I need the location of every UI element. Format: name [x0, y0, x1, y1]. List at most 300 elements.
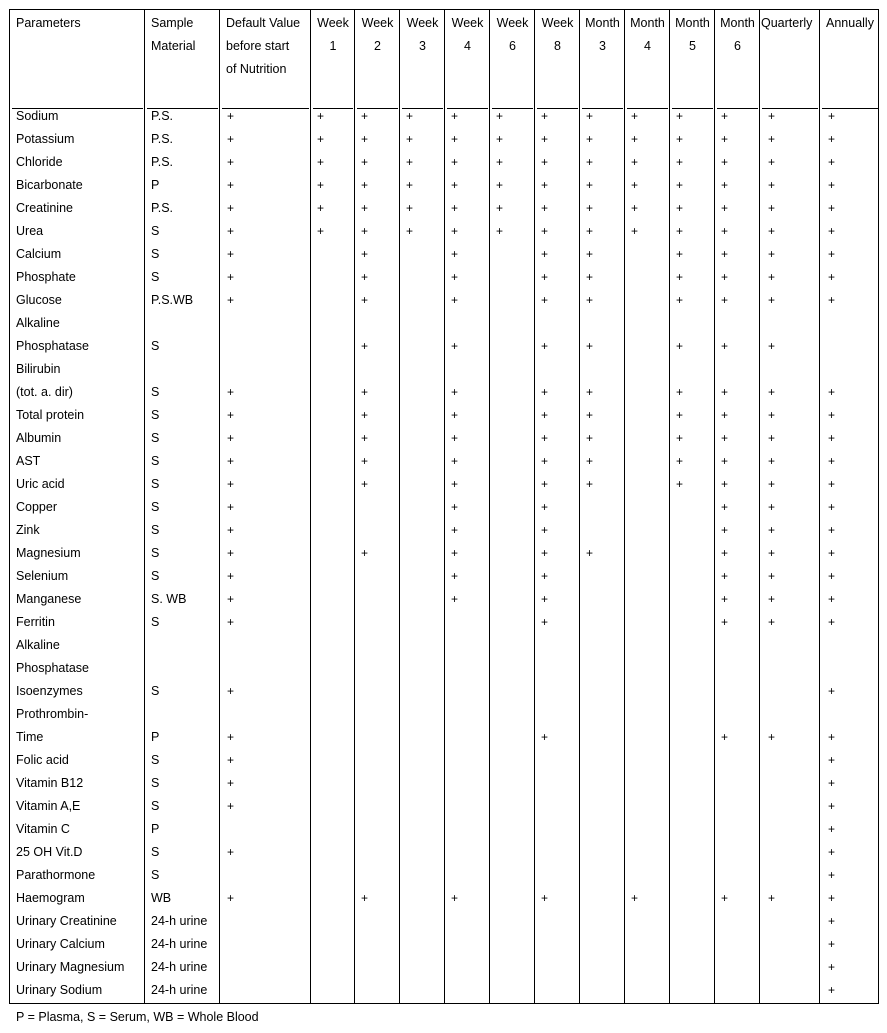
mark-plus: + [227, 546, 235, 560]
column-header-line: Week [406, 16, 439, 30]
parameter-cell: Urinary Magnesium [16, 960, 125, 974]
column-header [220, 12, 311, 81]
sample-material-cell: S [151, 684, 160, 698]
footnote: P = Plasma, S = Serum, WB = Whole Blood [16, 1010, 259, 1024]
parameter-cell: Glucose [16, 293, 62, 307]
column-header-line: 8 [554, 39, 561, 53]
mark-plus: + [586, 178, 594, 192]
mark-plus: + [227, 569, 235, 583]
mark-plus: + [317, 178, 325, 192]
sample-material-cell: P [151, 822, 160, 836]
mark-plus: + [676, 224, 684, 238]
mark-plus: + [541, 546, 549, 560]
mark-plus: + [541, 132, 549, 146]
column-divider [444, 10, 445, 1003]
mark-plus: + [828, 247, 836, 261]
mark-plus: + [227, 293, 235, 307]
sample-material-cell: S [151, 247, 160, 261]
mark-plus: + [721, 293, 729, 307]
column-divider [819, 10, 820, 1003]
mark-plus: + [406, 155, 414, 169]
mark-plus: + [828, 822, 836, 836]
mark-plus: + [496, 178, 504, 192]
mark-plus: + [676, 477, 684, 491]
mark-plus: + [227, 477, 235, 491]
mark-plus: + [451, 477, 459, 491]
column-divider [489, 10, 490, 1003]
parameter-cell: Urinary Creatinine [16, 914, 117, 928]
mark-plus: + [586, 339, 594, 353]
parameter-cell: Selenium [16, 569, 69, 583]
mark-plus: + [676, 109, 684, 123]
mark-plus: + [768, 431, 776, 445]
column-header-line: Week [496, 16, 529, 30]
parameter-cell: Calcium [16, 247, 62, 261]
mark-plus: + [768, 224, 776, 238]
mark-plus: + [768, 178, 776, 192]
mark-plus: + [721, 155, 729, 169]
mark-plus: + [496, 201, 504, 215]
sample-material-cell: S [151, 546, 160, 560]
mark-plus: + [227, 730, 235, 744]
column-header-line: Sample [151, 16, 194, 30]
parameter-cell: Ferritin [16, 615, 55, 629]
sample-material-cell: S [151, 385, 160, 399]
mark-plus: + [541, 385, 549, 399]
mark-plus: + [828, 477, 836, 491]
parameter-cell: Copper [16, 500, 57, 514]
mark-plus: + [451, 592, 459, 606]
mark-plus: + [227, 845, 235, 859]
mark-plus: + [541, 730, 549, 744]
mark-plus: + [227, 132, 235, 146]
mark-plus: + [227, 891, 235, 905]
column-header-line: Default Value [226, 16, 301, 30]
mark-plus: + [451, 224, 459, 238]
mark-plus: + [451, 247, 459, 261]
mark-plus: + [768, 615, 776, 629]
parameter-cell: Time [16, 730, 44, 744]
column-divider [219, 10, 220, 1003]
mark-plus: + [721, 523, 729, 537]
mark-plus: + [721, 891, 729, 905]
mark-plus: + [828, 730, 836, 744]
mark-plus: + [227, 523, 235, 537]
mark-plus: + [317, 109, 325, 123]
mark-plus: + [227, 684, 235, 698]
parameter-cell: AST [16, 454, 41, 468]
mark-plus: + [227, 385, 235, 399]
mark-plus: + [828, 155, 836, 169]
sample-material-cell: S [151, 799, 160, 813]
mark-plus: + [541, 891, 549, 905]
mark-plus: + [676, 339, 684, 353]
column-header-line: Week [541, 16, 574, 30]
column-divider [714, 10, 715, 1003]
column-header-line: Week [361, 16, 394, 30]
parameter-cell: Prothrombin- [16, 707, 89, 721]
column-header-line: 4 [464, 39, 471, 53]
mark-plus: + [227, 247, 235, 261]
mark-plus: + [541, 247, 549, 261]
header-rule [222, 108, 309, 109]
mark-plus: + [768, 569, 776, 583]
column-header [820, 12, 880, 35]
mark-plus: + [721, 730, 729, 744]
mark-plus: + [828, 270, 836, 284]
mark-plus: + [541, 523, 549, 537]
column-header-line: before start [226, 39, 290, 53]
mark-plus: + [586, 109, 594, 123]
mark-plus: + [586, 454, 594, 468]
column-header [760, 12, 820, 35]
mark-plus: + [361, 339, 369, 353]
mark-plus: + [676, 431, 684, 445]
mark-plus: + [631, 891, 639, 905]
mark-plus: + [828, 868, 836, 882]
mark-plus: + [451, 546, 459, 560]
mark-plus: + [721, 500, 729, 514]
sample-material-cell: S [151, 339, 160, 353]
mark-plus: + [768, 500, 776, 514]
parameter-cell: Vitamin C [16, 822, 70, 836]
mark-plus: + [541, 293, 549, 307]
mark-plus: + [828, 937, 836, 951]
mark-plus: + [227, 592, 235, 606]
mark-plus: + [361, 293, 369, 307]
mark-plus: + [721, 109, 729, 123]
mark-plus: + [361, 891, 369, 905]
parameter-cell: Folic acid [16, 753, 69, 767]
mark-plus: + [586, 431, 594, 445]
mark-plus: + [768, 293, 776, 307]
parameter-cell: Uric acid [16, 477, 65, 491]
column-header-line: Week [317, 16, 349, 30]
mark-plus: + [361, 477, 369, 491]
mark-plus: + [451, 454, 459, 468]
sample-material-cell: S [151, 431, 160, 445]
sample-material-cell: P.S. [151, 201, 174, 215]
mark-plus: + [631, 178, 639, 192]
mark-plus: + [828, 914, 836, 928]
column-header-line: Week [451, 16, 484, 30]
parameter-cell: Sodium [16, 109, 59, 123]
mark-plus: + [586, 385, 594, 399]
mark-plus: + [828, 500, 836, 514]
mark-plus: + [227, 753, 235, 767]
mark-plus: + [541, 339, 549, 353]
mark-plus: + [676, 132, 684, 146]
mark-plus: + [828, 293, 836, 307]
mark-plus: + [721, 546, 729, 560]
mark-plus: + [768, 201, 776, 215]
parameter-cell: Phosphate [16, 270, 76, 284]
sample-material-cell: 24-h urine [151, 960, 208, 974]
sample-material-cell: 24-h urine [151, 983, 208, 997]
mark-plus: + [586, 270, 594, 284]
parameter-cell: Bilirubin [16, 362, 61, 376]
column-header-line: 6 [734, 39, 741, 53]
column-header [145, 12, 220, 58]
mark-plus: + [361, 178, 369, 192]
sample-material-cell: S [151, 615, 160, 629]
mark-plus: + [361, 546, 369, 560]
parameter-cell: Urea [16, 224, 44, 238]
mark-plus: + [721, 385, 729, 399]
mark-plus: + [721, 477, 729, 491]
column-header-line: Annually [826, 16, 874, 30]
mark-plus: + [227, 155, 235, 169]
mark-plus: + [631, 109, 639, 123]
mark-plus: + [631, 201, 639, 215]
mark-plus: + [227, 201, 235, 215]
mark-plus: + [721, 615, 729, 629]
mark-plus: + [768, 339, 776, 353]
sample-material-cell: 24-h urine [151, 914, 208, 928]
mark-plus: + [676, 201, 684, 215]
mark-plus: + [406, 132, 414, 146]
mark-plus: + [676, 293, 684, 307]
mark-plus: + [361, 270, 369, 284]
column-header [490, 12, 535, 58]
mark-plus: + [451, 155, 459, 169]
mark-plus: + [828, 109, 836, 123]
mark-plus: + [227, 454, 235, 468]
mark-plus: + [541, 569, 549, 583]
mark-plus: + [828, 201, 836, 215]
mark-plus: + [586, 546, 594, 560]
sample-material-cell: S [151, 454, 160, 468]
mark-plus: + [721, 178, 729, 192]
mark-plus: + [541, 408, 549, 422]
mark-plus: + [828, 431, 836, 445]
mark-plus: + [676, 408, 684, 422]
mark-plus: + [676, 454, 684, 468]
mark-plus: + [496, 132, 504, 146]
column-header [311, 12, 355, 58]
column-header [580, 12, 625, 58]
mark-plus: + [317, 201, 325, 215]
column-divider [399, 10, 400, 1003]
sample-material-cell: S [151, 845, 160, 859]
sample-material-cell: S [151, 477, 160, 491]
column-header [445, 12, 490, 58]
sample-material-cell: S [151, 523, 160, 537]
mark-plus: + [828, 132, 836, 146]
sample-material-cell: P.S. [151, 132, 174, 146]
column-header-line: Parameters [16, 16, 81, 30]
mark-plus: + [227, 109, 235, 123]
mark-plus: + [541, 155, 549, 169]
parameter-cell: Manganese [16, 592, 82, 606]
monitoring-table [9, 9, 879, 1004]
mark-plus: + [541, 201, 549, 215]
mark-plus: + [451, 109, 459, 123]
sample-material-cell: P.S. [151, 155, 174, 169]
mark-plus: + [768, 454, 776, 468]
sample-material-cell: S [151, 868, 160, 882]
column-header-line: of Nutrition [226, 62, 287, 76]
mark-plus: + [768, 109, 776, 123]
mark-plus: + [361, 454, 369, 468]
mark-plus: + [768, 477, 776, 491]
column-header-line: Month [630, 16, 665, 30]
mark-plus: + [828, 385, 836, 399]
column-divider [354, 10, 355, 1003]
sample-material-cell: P [151, 178, 160, 192]
mark-plus: + [406, 109, 414, 123]
mark-plus: + [317, 224, 325, 238]
parameter-cell: Alkaline [16, 316, 60, 330]
mark-plus: + [361, 201, 369, 215]
mark-plus: + [828, 523, 836, 537]
mark-plus: + [406, 224, 414, 238]
mark-plus: + [721, 247, 729, 261]
sample-material-cell: S. WB [151, 592, 187, 606]
mark-plus: + [361, 132, 369, 146]
sample-material-cell: WB [151, 891, 172, 905]
parameter-cell: Vitamin B12 [16, 776, 84, 790]
sample-material-cell: S [151, 753, 160, 767]
mark-plus: + [676, 155, 684, 169]
mark-plus: + [451, 891, 459, 905]
mark-plus: + [768, 270, 776, 284]
mark-plus: + [828, 408, 836, 422]
mark-plus: + [451, 500, 459, 514]
column-header-line: Quarterly [761, 16, 813, 30]
mark-plus: + [828, 592, 836, 606]
parameter-cell: Vitamin A,E [16, 799, 81, 813]
column-header [355, 12, 400, 58]
column-header-line: Material [151, 39, 196, 53]
parameter-cell: Creatinine [16, 201, 73, 215]
mark-plus: + [451, 385, 459, 399]
mark-plus: + [406, 201, 414, 215]
parameter-cell: 25 OH Vit.D [16, 845, 83, 859]
column-header-line: Month [585, 16, 620, 30]
parameter-cell: Haemogram [16, 891, 85, 905]
mark-plus: + [721, 408, 729, 422]
parameter-cell: Phosphatase [16, 661, 89, 675]
mark-plus: + [676, 247, 684, 261]
mark-plus: + [361, 431, 369, 445]
column-header-line: Month [675, 16, 710, 30]
column-divider [144, 10, 145, 1003]
sample-material-cell: S [151, 776, 160, 790]
mark-plus: + [496, 224, 504, 238]
sample-material-cell: P [151, 730, 160, 744]
mark-plus: + [768, 247, 776, 261]
mark-plus: + [828, 891, 836, 905]
column-divider [624, 10, 625, 1003]
column-divider [310, 10, 311, 1003]
column-header [10, 12, 145, 35]
mark-plus: + [768, 385, 776, 399]
mark-plus: + [451, 270, 459, 284]
column-divider [669, 10, 670, 1003]
mark-plus: + [227, 615, 235, 629]
mark-plus: + [676, 270, 684, 284]
column-header [625, 12, 670, 58]
mark-plus: + [586, 155, 594, 169]
mark-plus: + [586, 293, 594, 307]
mark-plus: + [828, 546, 836, 560]
mark-plus: + [676, 178, 684, 192]
sample-material-cell: 24-h urine [151, 937, 208, 951]
column-header-line: 1 [329, 39, 337, 53]
mark-plus: + [361, 155, 369, 169]
mark-plus: + [361, 247, 369, 261]
mark-plus: + [451, 339, 459, 353]
mark-plus: + [227, 799, 235, 813]
mark-plus: + [586, 132, 594, 146]
mark-plus: + [631, 224, 639, 238]
parameter-cell: Chloride [16, 155, 63, 169]
column-divider [759, 10, 760, 1003]
mark-plus: + [721, 339, 729, 353]
mark-plus: + [227, 776, 235, 790]
mark-plus: + [768, 408, 776, 422]
mark-plus: + [721, 431, 729, 445]
mark-plus: + [721, 454, 729, 468]
mark-plus: + [541, 592, 549, 606]
mark-plus: + [828, 983, 836, 997]
sample-material-cell: S [151, 569, 160, 583]
mark-plus: + [406, 178, 414, 192]
mark-plus: + [451, 523, 459, 537]
mark-plus: + [451, 408, 459, 422]
mark-plus: + [227, 431, 235, 445]
mark-plus: + [451, 293, 459, 307]
mark-plus: + [541, 454, 549, 468]
parameter-cell: Zink [16, 523, 40, 537]
mark-plus: + [721, 569, 729, 583]
mark-plus: + [541, 270, 549, 284]
sample-material-cell: S [151, 500, 160, 514]
parameter-cell: (tot. a. dir) [16, 385, 73, 399]
mark-plus: + [451, 201, 459, 215]
column-header-line: 6 [509, 39, 516, 53]
column-header-line: 3 [599, 39, 606, 53]
column-header [400, 12, 445, 58]
mark-plus: + [541, 224, 549, 238]
mark-plus: + [317, 155, 325, 169]
parameter-cell: Magnesium [16, 546, 81, 560]
mark-plus: + [768, 546, 776, 560]
parameter-cell: Isoenzymes [16, 684, 83, 698]
mark-plus: + [227, 500, 235, 514]
column-divider [534, 10, 535, 1003]
mark-plus: + [828, 454, 836, 468]
mark-plus: + [768, 592, 776, 606]
mark-plus: + [768, 523, 776, 537]
sample-material-cell: S [151, 270, 160, 284]
sample-material-cell: P.S. [151, 109, 174, 123]
parameter-cell: Albumin [16, 431, 62, 445]
mark-plus: + [361, 408, 369, 422]
mark-plus: + [768, 891, 776, 905]
mark-plus: + [541, 431, 549, 445]
mark-plus: + [227, 270, 235, 284]
mark-plus: + [631, 155, 639, 169]
mark-plus: + [828, 960, 836, 974]
mark-plus: + [361, 385, 369, 399]
mark-plus: + [541, 615, 549, 629]
mark-plus: + [586, 201, 594, 215]
column-header [670, 12, 715, 58]
mark-plus: + [721, 132, 729, 146]
mark-plus: + [451, 431, 459, 445]
